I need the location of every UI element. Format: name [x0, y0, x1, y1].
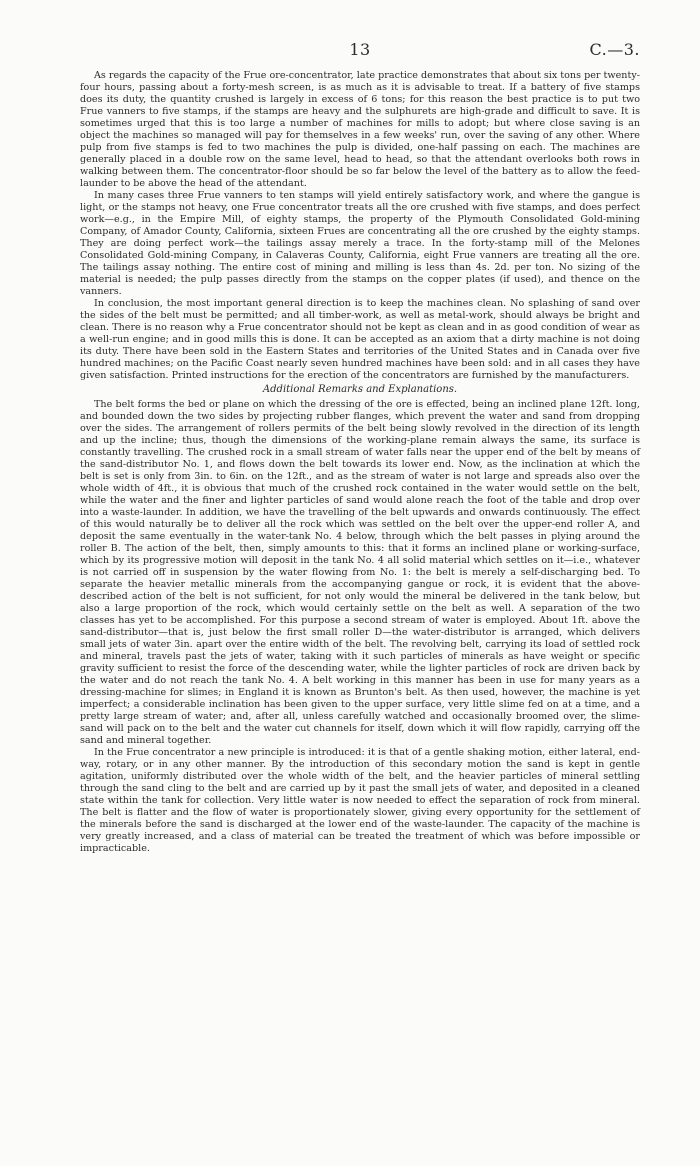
document-code: C.—3. [589, 40, 640, 59]
section-heading: Additional Remarks and Explanations. [262, 384, 458, 395]
paragraph-frue-principle: In the Frue concentrator a new principle is introduced: it is that of a gentle shaking motion, either lateral, end-way, rotary, or in any other manner. By the introduction of this secondary motion the sand is kept in gentle agitation, uniformly distributed over the whole width of the belt, and the heavier particles of mineral settling through the sand cling to the belt and are carried up by it past the small jets of water, and deposited in a cleaned state within the tank for collection. Very little water is now needed to effect the separation of rock from mineral. The belt is flatter and the flow of water is proportionately slower, giving every opportunity for the settlement of the minerals before the sand is discharged at the lower end of the waste-launder. The capacity of the machine is very greatly increased, and a class of material can be treated the treatment of which was before impossible or impracticable. [80, 747, 640, 854]
paragraph-vanners-to-stamps: In many cases three Frue vanners to ten stamps will yield entirely satisfactory work, and where the gangue is light, or the stamps not heavy, one Frue concentrator treats all the ore crushed with five stamps, and does perfect work—e.g., in the Empire Mill, of eighty stamps, the property of the Plymouth Consolidated Gold-mining Company, of Amador County, California, sixteen Frues are concentrating all the ore crushed by the eighty stamps. They are doing perfect work—the tailings assay merely a trace. In the forty-stamp mill of the Melones Consolidated Gold-mining Company, in Calaveras County, California, eight Frue vanners are treating all the ore. The tailings assay nothing. The entire cost of mining and milling is less than 4s. 2d. per ton. No sizing of the material is needed; the pulp passes directly from the stamps on the copper plates (if used), and thence on the vanners. [80, 190, 640, 297]
paragraph-capacity: As regards the capacity of the Frue ore-concentrator, late practice demonstrates that about six tons per twenty-four hours, passing about a forty-mesh screen, is as much as it is advisable to treat. If a battery of five stamps does its duty, the quantity crushed is largely in excess of 6 tons; for this reason the best practice is to put two Frue vanners to five stamps, if the stamps are heavy and the sulphurets are high-grade and difficult to save. It is sometimes urged that this is too large a number of machines for mills to adopt; but where close saving is an object the machines so managed will pay for themselves in a few weeks' run, over the saving of any other. Where pulp from five stamps is fed to two machines the pulp is divided, one-half passing on each. The machines are generally placed in a double row on the same level, head to head, so that the attendant overlooks both rows in walking between them. The concentrator-floor should be so far below the level of the battery as to allow the feed-launder to be above the head of the attendant. [80, 70, 640, 189]
page-number: 13 [349, 40, 371, 59]
document-body [80, 70, 640, 1150]
paragraph-belt-description: The belt forms the bed or plane on which the dressing of the ore is effected, being an inclined plane 12ft. long, and bounded down the two sides by projecting rubber flanges, which prevent the water and sand from dropping over the sides. The arrangement of rollers permits of the belt being slowly revolved in the direction of its length and up the incline; thus, though the dimensions of the working-plane remain always the same, its surface is constantly travelling. The crushed rock in a small stream of water falls near the upper end of the belt by means of the sand-distributor No. 1, and flows down the belt towards its lower end. Now, as the inclination at which the belt is set is only from 3in. to 6in. on the 12ft., and as the stream of water is not large and spreads also over the whole width of 4ft., it is obvious that much of the crushed rock contained in the water would settle on the belt, while the water and the finer and lighter particles of sand would alone reach the foot of the table and drop over into a waste-launder. In addition, we have the travelling of the belt upwards and onwards continuously. The effect of this would naturally be to deliver all the rock which was settled on the belt over the upper-end roller A, and deposit the same eventually in the water-tank No. 4 below, through which the belt passes in plying around the roller B. The action of the belt, then, simply amounts to this: that it forms an inclined plane or working-surface, which by its progressive motion will deposit in the tank No. 4 all solid material which settles on it—i.e., whatever is not carried off in suspension by the water flowing from No. 1: the belt is merely a self-discharging bed. To separate the heavier metallic minerals from the accompanying gangue or rock, it is evident that the above-described action of the belt is not sufficient, for not only would the mineral be delivered in the tank below, but also a large proportion of the rock, which would certainly settle on the belt as well. A separation of the two classes has yet to be accomplished. For this purpose a second stream of water is employed. About 1ft. above the sand-distributor—that is, just below the first small roller D—the water-distributor is arranged, which delivers small jets of water 3in. apart over the entire width of the belt. The revolving belt, carrying its load of settled rock and mineral, travels past the jets of water, taking with it such particles of minerals as have weight or specific gravity sufficient to resist the force of the descending water, while the lighter particles of rock are driven back by the water and do not reach the tank No. 4. A belt working in this manner has been in use for many years as a dressing-machine for slimes; in England it is known as Brunton's belt. As then used, however, the machine is yet imperfect; a considerable inclination has been given to the upper surface, very little slime fed on at a time, and a pretty large stream of water; and, after all, unless carefully watched and occasionally broomed over, the slime-sand will pack on to the belt and the water cut channels for itself, down which it will flow rapidly, carrying off the sand and mineral together. [80, 399, 640, 746]
paragraph-conclusion: In conclusion, the most important general direction is to keep the machines clean. No splashing of sand over the sides of the belt must be permitted; and all timber-work, as well as metal-work, should always be bright and clean. There is no reason why a Frue concentrator should not be kept as clean and in as good condition of wear as a well-run engine; and in good mills this is done. It can be accepted as an axiom that a dirty machine is not doing its duty. There have been sold in the Eastern States and territories of the United States and in Canada over five hundred machines; on the Pacific Coast nearly seven hundred machines have been sold: and in all cases they have given satisfaction. Printed instructions for the erection of the concentrators are furnished by the manufacturers. [80, 298, 640, 381]
page-header [80, 40, 640, 60]
